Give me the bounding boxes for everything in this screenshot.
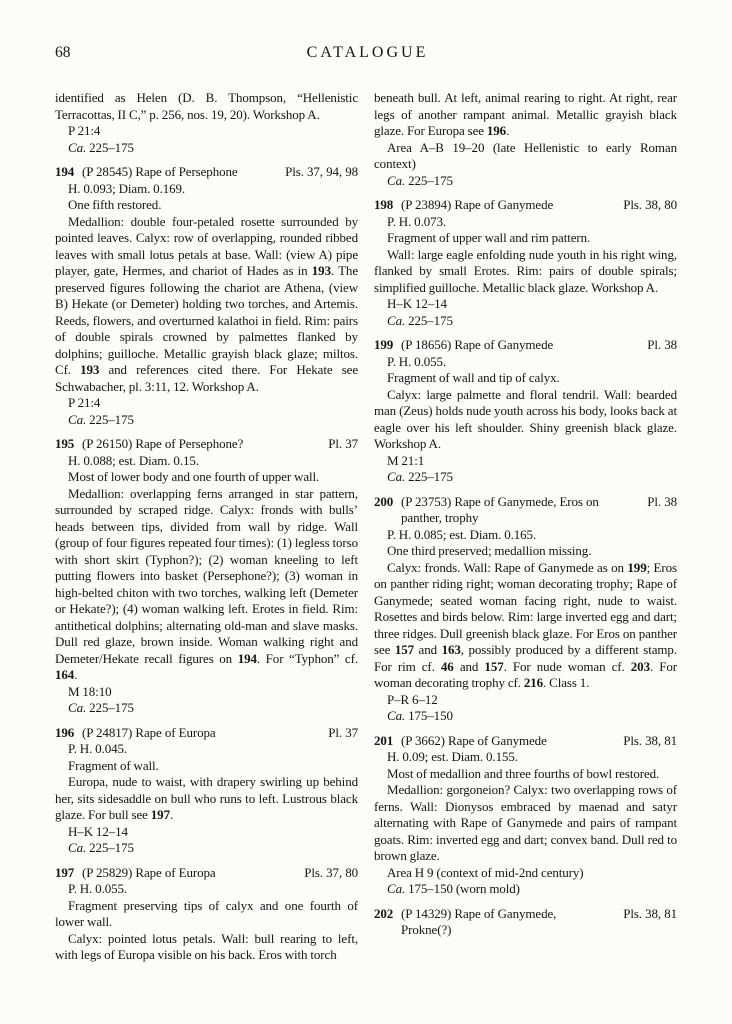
page-header	[55, 44, 680, 64]
body-paragraph: Ca. 175–150	[387, 708, 453, 723]
body-paragraph: H–K 12–14	[387, 296, 447, 311]
entry-number: 201	[374, 732, 394, 748]
entry-plates: Pls. 37, 80	[304, 864, 358, 880]
catalogue-entry	[374, 197, 677, 329]
entry-number: 198	[374, 197, 394, 212]
catalogue-entry	[374, 733, 677, 898]
catalogue-entry	[55, 865, 358, 964]
body-paragraph: P. H. 0.073.	[387, 213, 447, 229]
body-paragraph: Calyx: fronds. Wall: Rape of Ganymede as on 199; Eros on panther riding right; woman decorating trophy; Rape of Ganymede; seated woman facing right, nude to waist. Rosettes and birds below. Rim: large inverted egg and dart; three ridges. Dull greenish black glaze. For Eros on panther see 157 and 163, possibly produced by a different stamp. For rim cf. 46 and 157. For nude woman cf. 203. For woman decorating trophy cf. 216. Class 1.	[374, 559, 678, 690]
body-paragraph: Calyx: pointed lotus petals. Wall: bull rearing to left, with legs of Europa visible on his back. Eros with torch	[55, 930, 358, 962]
entry-number: 197	[55, 864, 75, 880]
body-paragraph: P. H. 0.085; est. Diam. 0.165.	[387, 526, 537, 542]
entry-heading	[55, 865, 358, 882]
body-paragraph: Calyx: large palmette and floral tendril. Wall: bearded man (Zeus) holds nude youth across his body, looks back at eagle over his left shoulder. Shiny greenish black glaze. Workshop A.	[374, 386, 677, 451]
body-paragraph: Ca. 175–150 (worn mold)	[387, 881, 520, 896]
continuation-block	[55, 90, 358, 156]
body-paragraph: P 21:4	[68, 395, 101, 410]
body-paragraph: Most of lower body and one fourth of upper wall.	[68, 469, 320, 484]
column-right	[374, 90, 677, 964]
body-paragraph: One fifth restored.	[68, 197, 162, 212]
body-paragraph: H. 0.088; est. Diam. 0.15.	[68, 452, 199, 468]
catalogue-entry	[374, 337, 677, 486]
body-paragraph: Ca. 225–175	[387, 172, 453, 188]
entry-heading	[374, 337, 677, 354]
entry-title: (P 26150) Rape of Persephone?	[82, 436, 244, 451]
entry-number: 202	[374, 905, 394, 921]
body-paragraph: Ca. 225–175	[68, 139, 134, 155]
page-number: 68	[55, 44, 71, 61]
body-paragraph: H–K 12–14	[68, 823, 128, 839]
entry-plates: Pl. 37	[328, 436, 358, 451]
entry-heading	[55, 164, 358, 181]
body-paragraph: P 21:4	[68, 123, 101, 138]
body-paragraph: Ca. 225–175	[387, 469, 453, 484]
entry-heading	[374, 494, 677, 527]
continuation-block	[374, 90, 677, 189]
entry-plates: Pls. 37, 94, 98	[285, 164, 358, 179]
body-paragraph: P–R 6–12	[387, 691, 438, 707]
entry-plates: Pls. 38, 81	[623, 905, 677, 921]
entry-number: 200	[374, 493, 394, 509]
body-paragraph: Medallion: double four-petaled rosette surrounded by pointed leaves. Calyx: row of overlapping, rounded ribbed leaves with small lotus petals at base. Wall: (view A) pipe player, gate, Hermes, and chariot of Hades as in 193. The preserved figures following the chariot are Athena, (view B) Hekate (or Demeter) holding two torches, and Artemis. Reeds, flowers, and overturned kalathoi in field. Rim: pairs of double spirals crowned by palmettes flanked by dolphins; guilloche. Metallic grayish black glaze; miltos. Cf. 193 and references cited there. For Hekate see Schwabacher, pl. 3:11, 12. Workshop A.	[55, 213, 358, 394]
entry-title: (P 24817) Rape of Europa	[82, 724, 216, 740]
entry-title: (P 25829) Rape of Europa	[82, 864, 216, 880]
body-paragraph: P. H. 0.055.	[68, 881, 128, 896]
entry-number: 199	[374, 337, 394, 352]
catalogue-entry	[374, 494, 677, 725]
entry-title: (P 3662) Rape of Ganymede	[401, 732, 547, 748]
body-paragraph: Ca. 225–175	[387, 312, 453, 328]
body-paragraph: M 18:10	[68, 683, 112, 699]
body-paragraph: Area H 9 (context of mid-2nd century)	[387, 864, 584, 880]
catalogue-entry	[55, 164, 358, 428]
entry-plates: Pls. 38, 81	[623, 732, 677, 748]
body-paragraph: Ca. 225–175	[68, 411, 134, 427]
body-paragraph: Most of medallion and three fourths of bowl restored.	[387, 765, 660, 781]
body-paragraph: Fragment of upper wall and rim pattern.	[387, 230, 591, 245]
catalogue-entry	[374, 906, 677, 939]
body-paragraph: Medallion: overlapping ferns arranged in star pattern, surrounded by scraped ridge. Calyx: fronds with bulls’ heads between tips, divided from wall by ridge. Wall (group of four figures repeated four times): (1) legless torso with short skirt (Typhon?); (2) woman kneeling to left putting flowers into basket (Persephone?); (3) woman in high-belted chiton with two torches, walking left (Demeter or Hekate?); (4) woman walking left. Erotes in field. Rim: antithetical dolphins; alternating old-man and slave masks. Dull red glaze, brown inside. Woman walking right and Demeter/Hekate recall figures on 194. For “Typhon” cf. 164.	[55, 485, 358, 682]
body-paragraph: M 21:1	[387, 452, 425, 468]
entry-title: (P 28545) Rape of Persephone	[82, 164, 238, 179]
column-left	[55, 90, 358, 964]
entry-heading	[374, 733, 677, 750]
body-paragraph: Europa, nude to waist, with drapery swirling up behind her, sits sidesaddle on bull who runs to left. Lustrous black glaze. For bull see 197.	[55, 774, 358, 822]
body-paragraph: Fragment of wall.	[68, 757, 159, 773]
entry-number: 196	[55, 724, 75, 740]
catalogue-entry	[55, 725, 358, 857]
body-paragraph: Fragment preserving tips of calyx and one fourth of lower wall.	[55, 897, 358, 929]
body-paragraph: Wall: large eagle enfolding nude youth in his right wing, flanked by small Erotes. Rim: pairs of double spirals; simplified guilloche. Metallic black glaze. Workshop A.	[374, 246, 677, 295]
body-paragraph: H. 0.09; est. Diam. 0.155.	[387, 749, 518, 764]
entry-title: (P 14329) Rape of Ganymede, Prokne(?)	[401, 905, 557, 937]
entry-number: 194	[55, 164, 75, 179]
body-paragraph: One third preserved; medallion missing.	[387, 543, 592, 558]
body-paragraph: Ca. 225–175	[68, 700, 134, 715]
catalogue-entry	[55, 436, 358, 717]
body-paragraph: identified as Helen (D. B. Thompson, “Hellenistic Terracottas, II C,” p. 256, nos. 19, 20). Workshop A.	[55, 90, 358, 122]
body-paragraph: Medallion: gorgoneion? Calyx: two overlapping rows of ferns. Wall: Dionysos embraced by maenad and satyr alternating with Rape of Ganymede and pairs of rampant goats. Rim: inverted egg and dart; convex band. Dull red to brown glaze.	[374, 782, 677, 863]
two-column-text	[55, 90, 680, 964]
entry-number: 195	[55, 436, 75, 451]
entry-plates: Pl. 37	[328, 724, 358, 740]
page-header-title: CATALOGUE	[306, 44, 429, 61]
entry-heading	[374, 197, 677, 214]
entry-title: (P 18656) Rape of Ganymede	[401, 337, 554, 352]
body-paragraph: beneath bull. At left, animal rearing to right. At right, rear legs of another rampant animal. Metallic grayish black glaze. For Europa see 196.	[374, 90, 677, 138]
body-paragraph: H. 0.093; Diam. 0.169.	[68, 180, 186, 196]
body-paragraph: P. H. 0.055.	[387, 353, 447, 369]
body-paragraph: Area A–B 19–20 (late Hellenistic to early Roman context)	[374, 139, 677, 171]
entry-heading	[55, 725, 358, 742]
body-paragraph: Ca. 225–175	[68, 840, 134, 855]
entry-heading	[55, 436, 358, 453]
entry-title: (P 23894) Rape of Ganymede	[401, 197, 554, 212]
entry-heading	[374, 906, 677, 939]
body-paragraph: P. H. 0.045.	[68, 741, 128, 756]
entry-plates: Pl. 38	[647, 337, 677, 352]
entry-plates: Pls. 38, 80	[623, 197, 677, 212]
entry-plates: Pl. 38	[647, 493, 677, 509]
entry-title: (P 23753) Rape of Ganymede, Eros on panther, trophy	[401, 493, 599, 525]
body-paragraph: Fragment of wall and tip of calyx.	[387, 370, 560, 385]
